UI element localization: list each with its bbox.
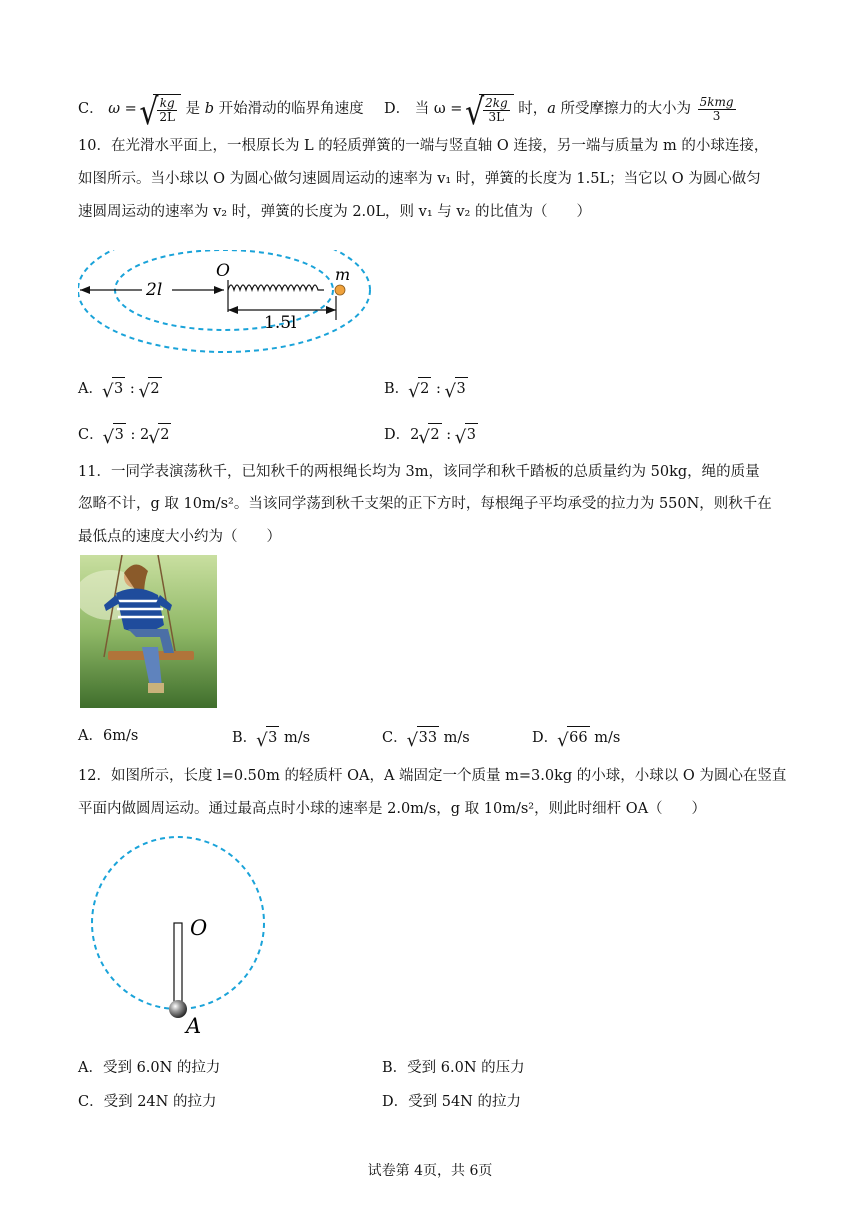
sqrt-symbol bbox=[558, 726, 589, 748]
radicand: 2 bbox=[158, 423, 171, 445]
text: : 2 bbox=[125, 427, 150, 443]
option-label: C． bbox=[382, 730, 408, 746]
radicand: 33 bbox=[417, 726, 439, 748]
q10-option-b bbox=[384, 377, 468, 399]
frac-denominator: 2L bbox=[159, 110, 176, 124]
text: : bbox=[431, 381, 446, 397]
q10-spring-figure bbox=[78, 250, 378, 360]
q11-line-2: 忽略不计，g 取 10m/s²。当该同学荡到秋千支架的正下方时，每根绳子平均承受的拉力为 550N，则秋千在 bbox=[78, 496, 772, 512]
text: 是 bbox=[185, 101, 205, 117]
option-label: B． bbox=[384, 381, 410, 397]
sqrt-symbol bbox=[104, 423, 126, 445]
arrow-head-right bbox=[214, 286, 224, 294]
q12-option-a: A．受到 6.0N 的拉力 bbox=[78, 1060, 221, 1076]
option-label: D． bbox=[384, 101, 411, 117]
sqrt-symbol bbox=[149, 423, 171, 445]
label-1-5l: 1.5l bbox=[264, 313, 297, 333]
swing-photo bbox=[80, 555, 217, 708]
text: 2 bbox=[410, 427, 420, 443]
ball bbox=[335, 285, 345, 295]
q10-line-1: 10．在光滑水平面上，一根原长为 L 的轻质弹簧的一端与竖直轴 O 连接，另一端与质量为 m 的小球连接， bbox=[78, 138, 769, 154]
frac-numerator: √ 2kg bbox=[485, 96, 508, 110]
rod-OA bbox=[174, 923, 182, 1005]
text: : bbox=[441, 427, 456, 443]
radicand: 2 bbox=[148, 377, 161, 399]
q10-line-2: 如图所示。当小球以 O 为圆心做匀速圆周运动的速率为 v₁ 时，弹簧的长度为 1.5L；当它以 O 为圆心做匀 bbox=[78, 171, 761, 187]
q10-option-c bbox=[78, 423, 171, 445]
sqrt-symbol bbox=[139, 377, 161, 399]
math-var: b bbox=[204, 101, 215, 117]
q11-option-c bbox=[382, 726, 470, 748]
sqrt-symbol bbox=[446, 377, 468, 399]
q10-line-3: 速圆周运动的速率为 v₂ 时，弹簧的长度为 2.0L，则 v₁ 与 v₂ 的比值为（ ） bbox=[78, 204, 591, 220]
option-label: C． bbox=[78, 427, 104, 443]
label-O: O bbox=[216, 261, 230, 281]
unit: m/s bbox=[589, 730, 621, 746]
arrow-head-left bbox=[228, 306, 238, 314]
q12-line-1: 12．如图所示，长度 l=0.50m 的轻质杆 OA，A 端固定一个质量 m=3.0kg 的小球，小球以 O 为圆心在竖直 bbox=[78, 768, 787, 784]
sqrt-symbol bbox=[103, 377, 125, 399]
frac-numerator: √ kg bbox=[157, 97, 177, 111]
frac-denominator: 3L bbox=[488, 110, 505, 124]
unit: m/s bbox=[439, 730, 470, 746]
arrow-head-left bbox=[80, 286, 90, 294]
answer-fraction bbox=[698, 96, 736, 123]
label-2l: 2l bbox=[146, 280, 163, 300]
label-O: O bbox=[190, 916, 208, 940]
radicand: 66 bbox=[567, 726, 589, 748]
option-label: A． bbox=[78, 728, 103, 744]
radicand: 3 bbox=[113, 423, 126, 445]
sqrt-symbol bbox=[456, 423, 478, 445]
label-m: m bbox=[335, 265, 351, 284]
q10-option-a bbox=[78, 377, 162, 399]
radicand: 3 bbox=[465, 423, 478, 445]
arrow-head-right bbox=[326, 306, 336, 314]
math-omega: ω = bbox=[108, 101, 137, 117]
radicand: 3 bbox=[266, 726, 279, 748]
option-text: 6m/s bbox=[102, 728, 139, 744]
option-label: A． bbox=[78, 381, 103, 397]
sqrt-symbol bbox=[141, 94, 181, 124]
q11-line-1: 11．一同学表演荡秋千，已知秋千的两根绳长均为 3m，该同学和秋千踏板的总质量约为 50kg，绳的质量 bbox=[78, 464, 760, 480]
sqrt-symbol bbox=[408, 726, 439, 748]
frac-denominator: 3 bbox=[712, 108, 721, 123]
sqrt-symbol bbox=[257, 726, 279, 748]
sqrt-symbol bbox=[467, 94, 514, 124]
q11-option-d bbox=[532, 726, 620, 748]
spring bbox=[228, 285, 324, 290]
text: 当 ω = bbox=[414, 101, 463, 117]
option-label: D． bbox=[532, 730, 559, 746]
page-footer: 试卷第 4页，共 6页 bbox=[367, 1163, 493, 1179]
option-label: D． bbox=[384, 427, 411, 443]
q10-option-d bbox=[384, 423, 478, 445]
option-label: B． bbox=[232, 730, 258, 746]
radicand: 3 bbox=[455, 377, 468, 399]
q12-option-d: D．受到 54N 的拉力 bbox=[382, 1094, 521, 1110]
text: : bbox=[125, 381, 140, 397]
q11-line-3: 最低点的速度大小约为（ ） bbox=[78, 529, 281, 545]
q12-option-c: C．受到 24N 的拉力 bbox=[78, 1094, 217, 1110]
sqrt-symbol bbox=[419, 423, 441, 445]
label-A: A bbox=[186, 1014, 202, 1038]
text: 所受摩擦力的大小为 bbox=[555, 101, 692, 117]
radicand: 3 bbox=[112, 377, 125, 399]
radicand: 2 bbox=[418, 377, 431, 399]
q9-option-c bbox=[78, 94, 364, 124]
child-shoes bbox=[148, 683, 164, 693]
q11-option-b bbox=[232, 726, 310, 748]
unit: m/s bbox=[279, 730, 311, 746]
math-var: a bbox=[547, 101, 556, 117]
option-label: C． bbox=[78, 101, 104, 117]
radicand: 2 bbox=[428, 423, 441, 445]
q12-rod-figure bbox=[88, 835, 278, 1045]
q9-option-d bbox=[384, 94, 738, 124]
text: 时， bbox=[518, 101, 548, 117]
ball-A bbox=[169, 1000, 187, 1018]
q12-line-2: 平面内做圆周运动。通过最高点时小球的速率是 2.0m/s，g 取 10m/s²，则此时细杆 OA（ ） bbox=[78, 801, 707, 817]
frac-numerator: 5kmg bbox=[699, 94, 734, 109]
q11-option-a bbox=[78, 726, 138, 746]
q12-option-b: B．受到 6.0N 的压力 bbox=[382, 1060, 525, 1076]
text: 开始滑动的临界角速度 bbox=[214, 101, 364, 117]
sqrt-symbol bbox=[409, 377, 431, 399]
